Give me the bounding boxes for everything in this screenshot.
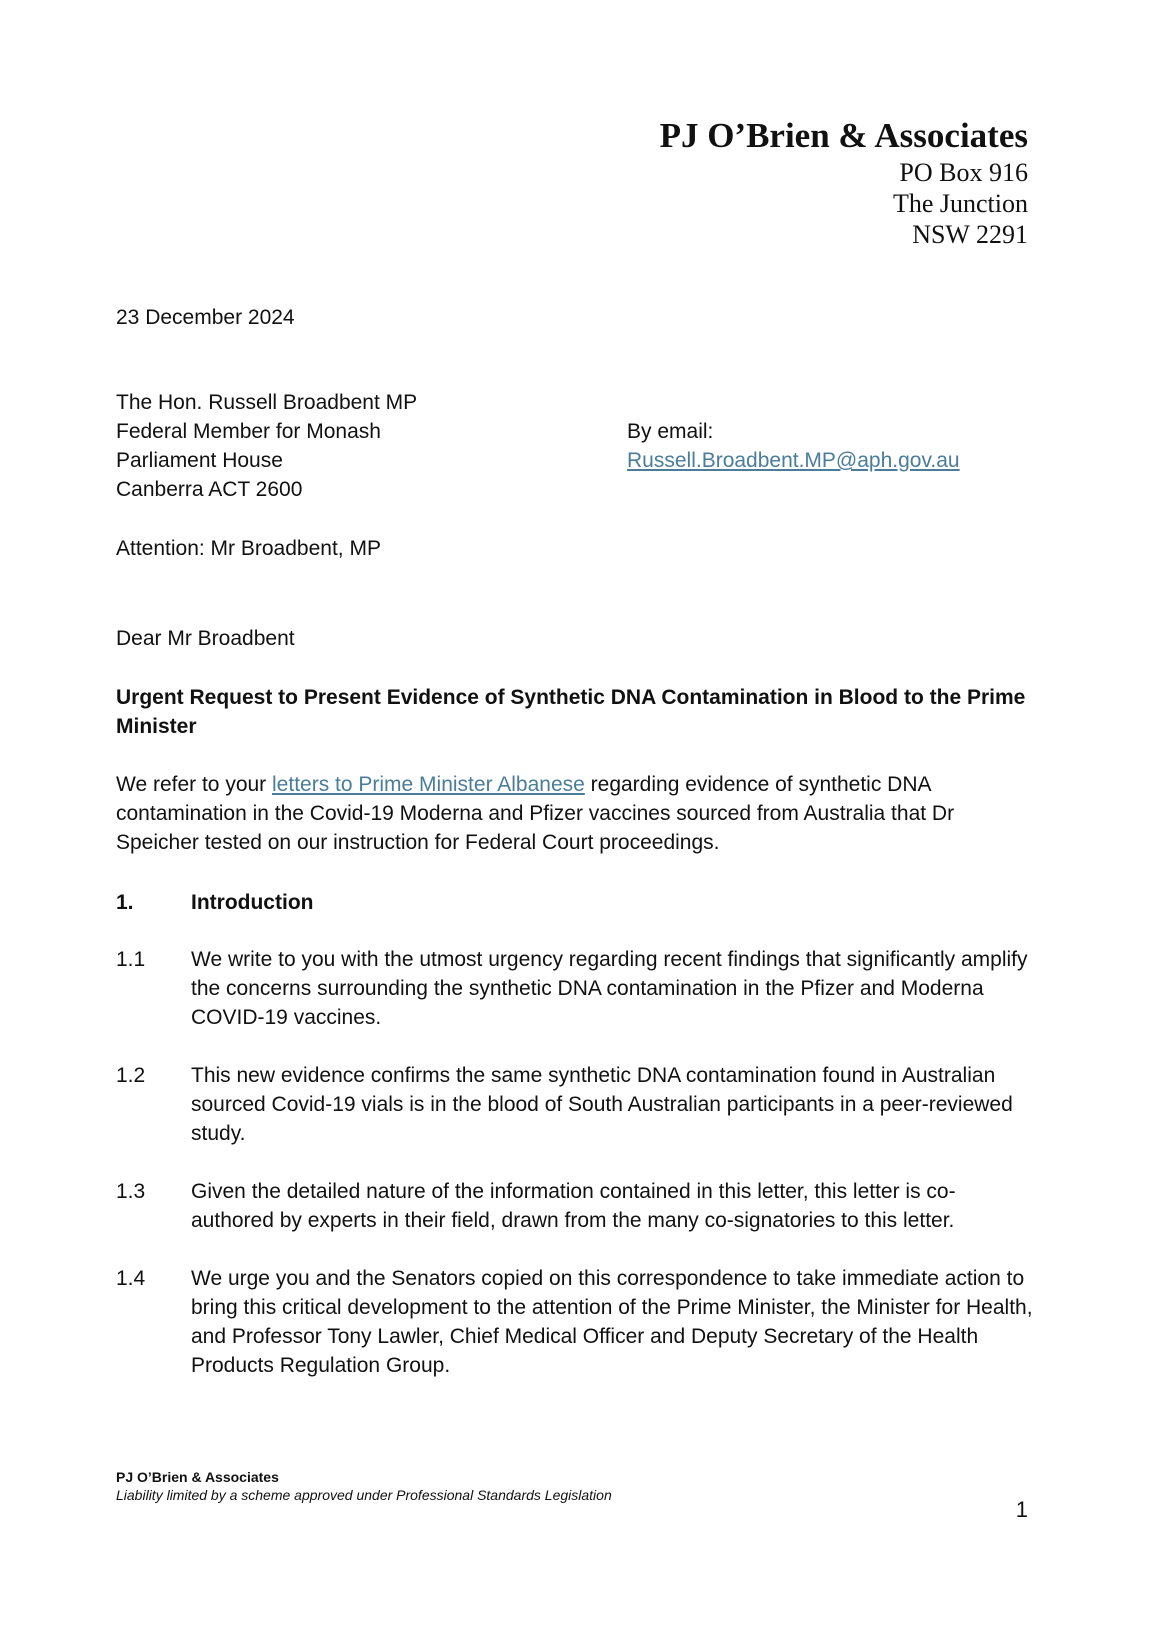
paragraph-1-1 <box>116 945 1036 1032</box>
paragraph-text: We urge you and the Senators copied on this correspondence to take immediate action to bring this critical development to the attention of the Prime Minister, the Minister for Health, and Professor Tony Lawler, Chief Medical Officer and Deputy Secretary of the Health Products Regulation Group. <box>191 1267 1033 1377</box>
paragraph-text: Given the detailed nature of the information contained in this letter, this letter is co-authored by experts in their field, drawn from the many co-signatories to this letter. <box>191 1180 956 1232</box>
subject-heading: Urgent Request to Present Evidence of Synthetic DNA Contamination in Blood to the Prime Minister <box>116 686 1026 738</box>
letters-to-pm-link[interactable]: letters to Prime Minister Albanese <box>272 773 585 796</box>
attention-line: Attention: Mr Broadbent, MP <box>116 537 381 560</box>
letter-date: 23 December 2024 <box>116 306 295 329</box>
intro-text-after-link: regarding evidence of synthetic DNA contamination in the Covid-19 Moderna and Pfizer vaccines sourced from Australia that Dr Speicher tested on our instruction for Federal Court proceedings. <box>116 773 955 854</box>
recipient-line: Federal Member for Monash <box>116 420 381 443</box>
recipient-line: The Hon. Russell Broadbent MP <box>116 391 418 414</box>
recipient-line: Parliament House <box>116 449 283 472</box>
paragraph-1-2 <box>116 1061 1036 1148</box>
address-line-suburb: The Junction <box>892 189 1028 218</box>
footer-liability-note: Liability limited by a scheme approved under Professional Standards Legislation <box>116 1487 612 1503</box>
recipient-email-link[interactable]: Russell.Broadbent.MP@aph.gov.au <box>627 449 960 472</box>
paragraph-number: 1.3 <box>116 1180 146 1203</box>
recipient-line: Canberra ACT 2600 <box>116 478 303 501</box>
paragraph-1-3 <box>116 1177 1036 1235</box>
paragraph-text: We write to you with the utmost urgency regarding recent findings that significantly amplify the concerns surrounding the synthetic DNA contamination in the Pfizer and Moderna COVID-19 vaccines. <box>191 948 1028 1029</box>
intro-text-before-link: We refer to your <box>116 773 273 796</box>
salutation: Dear Mr Broadbent <box>116 627 295 650</box>
paragraph-1-4 <box>116 1264 1036 1380</box>
address-line-po-box: PO Box 916 <box>899 158 1028 187</box>
section-number: 1. <box>116 891 134 914</box>
address-line-state: NSW 2291 <box>912 220 1028 249</box>
by-email-label: By email: <box>627 420 714 443</box>
paragraph-number: 1.2 <box>116 1064 146 1087</box>
page-number: 1 <box>1015 1497 1028 1522</box>
recipient-address <box>116 388 417 504</box>
intro-paragraph <box>116 770 1036 857</box>
firm-name: PJ O’Brien & Associates <box>659 116 1028 155</box>
by-email-block <box>627 417 960 475</box>
paragraph-text: This new evidence confirms the same synthetic DNA contamination found in Australian sourced Covid-19 vials is in the blood of South Australian participants in a peer-reviewed study. <box>191 1064 1013 1145</box>
section-title: Introduction <box>191 891 314 914</box>
paragraph-number: 1.4 <box>116 1267 146 1290</box>
footer-firm-name: PJ O’Brien & Associates <box>116 1469 279 1485</box>
paragraph-number: 1.1 <box>116 948 146 971</box>
page-footer <box>116 1468 612 1504</box>
section-heading-introduction <box>116 888 313 917</box>
letterhead <box>660 115 1028 250</box>
